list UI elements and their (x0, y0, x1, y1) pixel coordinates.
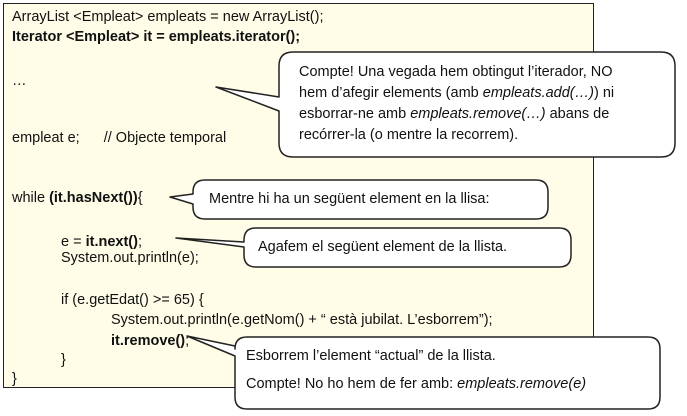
callout-iterator-warning-line3: esborrar-ne amb empleats.remove(…) abans de (299, 106, 610, 122)
code-line-println-e: System.out.println(e); (61, 250, 199, 266)
code-line-arraylist: ArrayList <Empleat> empleats = new ArrayList(); (12, 9, 324, 25)
code-line-while: while (it.hasNext()){ (12, 190, 143, 206)
callout-iterator-warning-line1: Compte! Una vegada hem obtingut l’iterador, NO (299, 64, 613, 80)
code-line-ellipsis: … (12, 73, 27, 89)
iterator-declaration: Iterator <Empleat> it = empleats.iterator(); (12, 29, 301, 45)
code-line-println-nom: System.out.println(e.getNom() + “ està jubilat. L’esborrem”); (111, 312, 493, 328)
code-line-close-if: } (61, 352, 66, 368)
next-call: it.next() (85, 234, 138, 250)
code-line-close-while: } (12, 371, 17, 387)
callout-has-next-text: Mentre hi ha un següent element en la llisa: (209, 191, 490, 207)
code-line-remove: it.remove(); (111, 333, 190, 349)
has-next-call: (it.hasNext()) (49, 190, 138, 206)
code-line-next: e = it.next(); (61, 234, 142, 250)
callout-iterator-warning-line2: hem d’afegir elements (amb empleats.add(…)) ni (299, 85, 615, 101)
callout-remove-line1: Esborrem l’element “actual” de la llista. (246, 348, 496, 364)
callout-next-text: Agafem el següent element de la llista. (258, 239, 508, 255)
code-line-if: if (e.getEdat() >= 65) { (61, 292, 204, 308)
callout-remove-line2: Compte! No ho hem de fer amb: empleats.remove(e) (246, 376, 587, 392)
callout-iterator-warning-line4: recórrer-la (o mentre la recorrem). (299, 127, 519, 143)
remove-call: it.remove() (111, 333, 186, 349)
code-comment: // Objecte temporal (103, 130, 227, 146)
empleat-declaration: empleat e; (12, 130, 80, 146)
